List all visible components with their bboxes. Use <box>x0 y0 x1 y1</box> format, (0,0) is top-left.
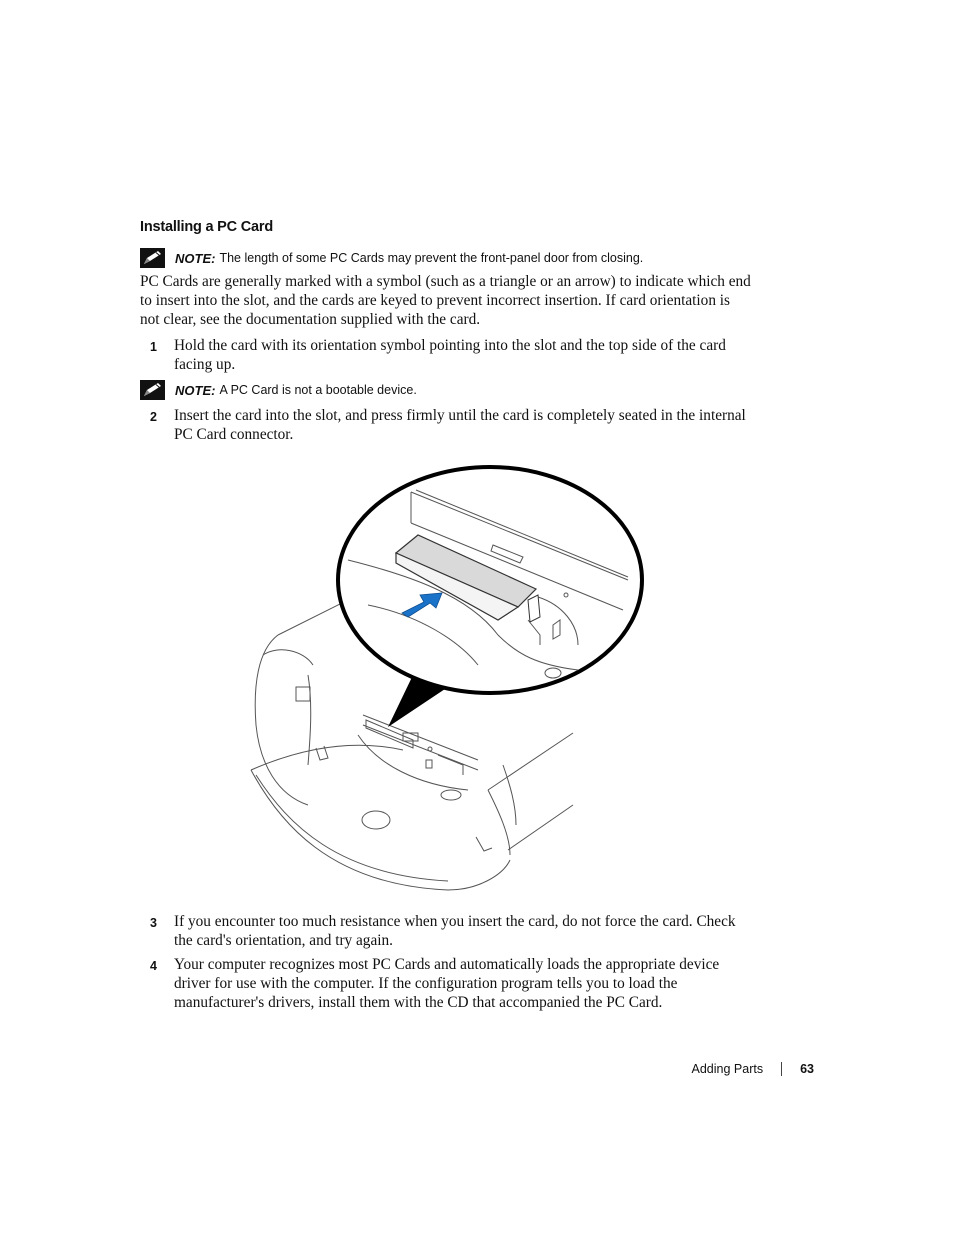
step-line: the card's orientation, and try again. <box>174 932 393 950</box>
footer-section-title: Adding Parts <box>691 1062 764 1076</box>
section-heading: Installing a PC Card <box>140 219 273 235</box>
page-number: 63 <box>800 1062 814 1076</box>
step-line: Insert the card into the slot, and press firmly until the card is completely seated in the internal <box>174 407 746 424</box>
step-number: 2 <box>150 410 157 424</box>
step-text <box>174 912 764 950</box>
intro-paragraph <box>140 272 760 330</box>
intro-line-3: not clear, see the documentation supplied with the card. <box>140 311 481 329</box>
step-text <box>174 406 764 444</box>
pencil-note-icon <box>140 380 165 400</box>
pencil-note-icon <box>140 248 165 268</box>
note-1 <box>140 248 643 268</box>
note-label: NOTE: <box>175 382 216 398</box>
note-text: The length of some PC Cards may prevent the front-panel door from closing. <box>219 251 644 265</box>
step-text <box>174 336 764 374</box>
note-label: NOTE: <box>175 250 216 266</box>
step-text <box>174 955 764 1013</box>
pc-card-insertion-illustration <box>248 465 648 893</box>
step-number: 4 <box>150 959 157 973</box>
page-footer <box>600 1062 814 1076</box>
step-line: facing up. <box>174 356 236 374</box>
step-line: driver for use with the computer. If the configuration program tells you to load the <box>174 975 678 993</box>
intro-line-2: to insert into the slot, and the cards are keyed to prevent incorrect insertion. If card orientation is <box>140 292 731 310</box>
step-line: Your computer recognizes most PC Cards and automatically loads the appropriate device <box>174 956 720 973</box>
step-line: If you encounter too much resistance when you insert the card, do not force the card. Check <box>174 913 736 930</box>
footer-divider <box>781 1062 782 1076</box>
step-line: PC Card connector. <box>174 426 294 444</box>
intro-line-1: PC Cards are generally marked with a symbol (such as a triangle or an arrow) to indicate which end <box>140 273 751 290</box>
note-text: A PC Card is not a bootable device. <box>219 383 417 397</box>
step-number: 1 <box>150 340 157 354</box>
step-line: manufacturer's drivers, install them with the CD that accompanied the PC Card. <box>174 994 663 1012</box>
step-line: Hold the card with its orientation symbol pointing into the slot and the top side of the card <box>174 337 726 354</box>
step-number: 3 <box>150 916 157 930</box>
note-2 <box>140 380 417 400</box>
